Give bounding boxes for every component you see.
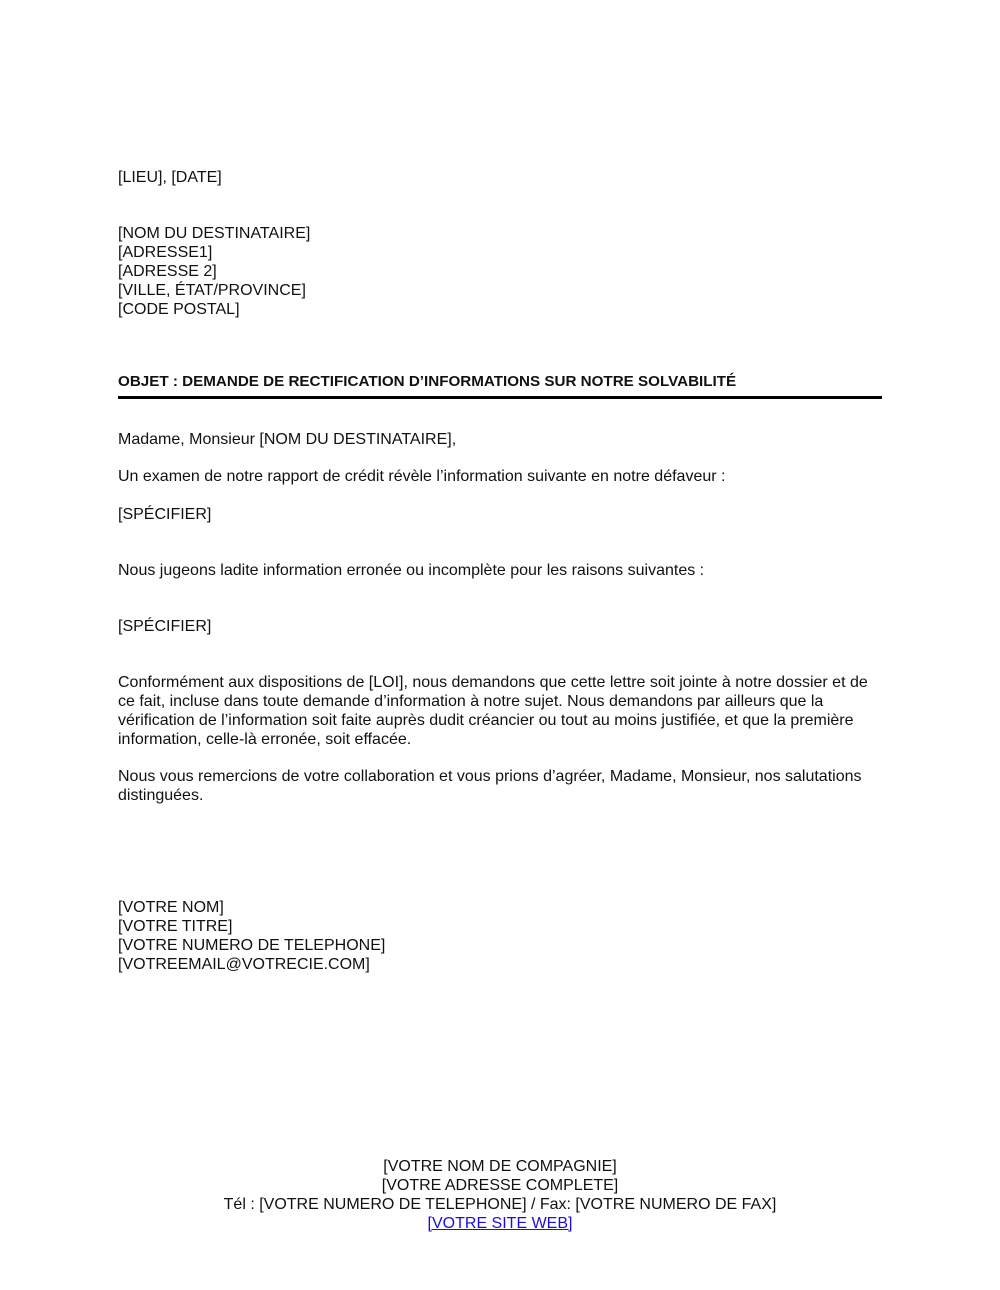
signature-name: [VOTRE NOM] bbox=[118, 899, 224, 916]
paragraph-text: Un examen de notre rapport de crédit révèle l’information suivante en notre défaveur : bbox=[118, 468, 726, 485]
footer-contact: Tél : [VOTRE NUMERO DE TELEPHONE] / Fax: [VOTRE NUMERO DE FAX] bbox=[223, 1196, 777, 1213]
paragraph-text: Conformément aux dispositions de [LOI], nous demandons que cette lettre soit jointe à notre dossier et de ce fait, incluse dans toute demande d’information à notre sujet. Nous demandons par ailleurs que la vérification de l’information soit faite auprès dudit créancier ou tout au moins justifiée, et que la première information, celle-là erronée, soit effacée. bbox=[118, 674, 868, 748]
footer-address: [VOTRE ADRESSE COMPLETE] bbox=[381, 1177, 619, 1194]
recipient-postal-code: [CODE POSTAL] bbox=[118, 301, 240, 318]
recipient-name: [NOM DU DESTINATAIRE] bbox=[118, 225, 311, 242]
recipient-address1: [ADRESSE1] bbox=[118, 244, 213, 261]
paragraph-text: [SPÉCIFIER] bbox=[118, 506, 212, 523]
salutation-text: Madame, Monsieur [NOM DU DESTINATAIRE], bbox=[118, 431, 457, 448]
recipient-address2: [ADRESSE 2] bbox=[118, 263, 217, 280]
paragraph-3 bbox=[118, 673, 868, 749]
footer-website-link[interactable]: [VOTRE SITE WEB] bbox=[427, 1215, 573, 1232]
signature-block bbox=[118, 898, 883, 974]
paragraph-text: [SPÉCIFIER] bbox=[118, 618, 212, 635]
subject-line: OBJET : DEMANDE DE RECTIFICATION D’INFORMATIONS SUR NOTRE SOLVABILITÉ bbox=[118, 373, 737, 390]
place-date bbox=[118, 168, 883, 187]
recipient-address bbox=[118, 224, 883, 319]
footer bbox=[0, 1157, 1000, 1233]
signature-title: [VOTRE TITRE] bbox=[118, 918, 233, 935]
place-date-text: [LIEU], [DATE] bbox=[118, 169, 222, 186]
salutation bbox=[118, 430, 883, 449]
subject-divider bbox=[118, 396, 882, 399]
specify-placeholder-2 bbox=[118, 617, 883, 636]
paragraph-2 bbox=[118, 561, 883, 580]
paragraph-text: Nous jugeons ladite information erronée ou incomplète pour les raisons suivantes : bbox=[118, 562, 705, 579]
signature-email: [VOTREEMAIL@VOTRECIE.COM] bbox=[118, 956, 370, 973]
paragraph-text: Nous vous remercions de votre collaboration et vous prions d’agréer, Madame, Monsieur, nos salutations distinguées. bbox=[118, 768, 862, 804]
recipient-city-state: [VILLE, ÉTAT/PROVINCE] bbox=[118, 282, 306, 299]
paragraph-1 bbox=[118, 467, 883, 486]
paragraph-closing bbox=[118, 767, 886, 805]
signature-phone: [VOTRE NUMERO DE TELEPHONE] bbox=[118, 937, 386, 954]
specify-placeholder-1 bbox=[118, 505, 883, 524]
footer-company: [VOTRE NOM DE COMPAGNIE] bbox=[383, 1158, 617, 1175]
